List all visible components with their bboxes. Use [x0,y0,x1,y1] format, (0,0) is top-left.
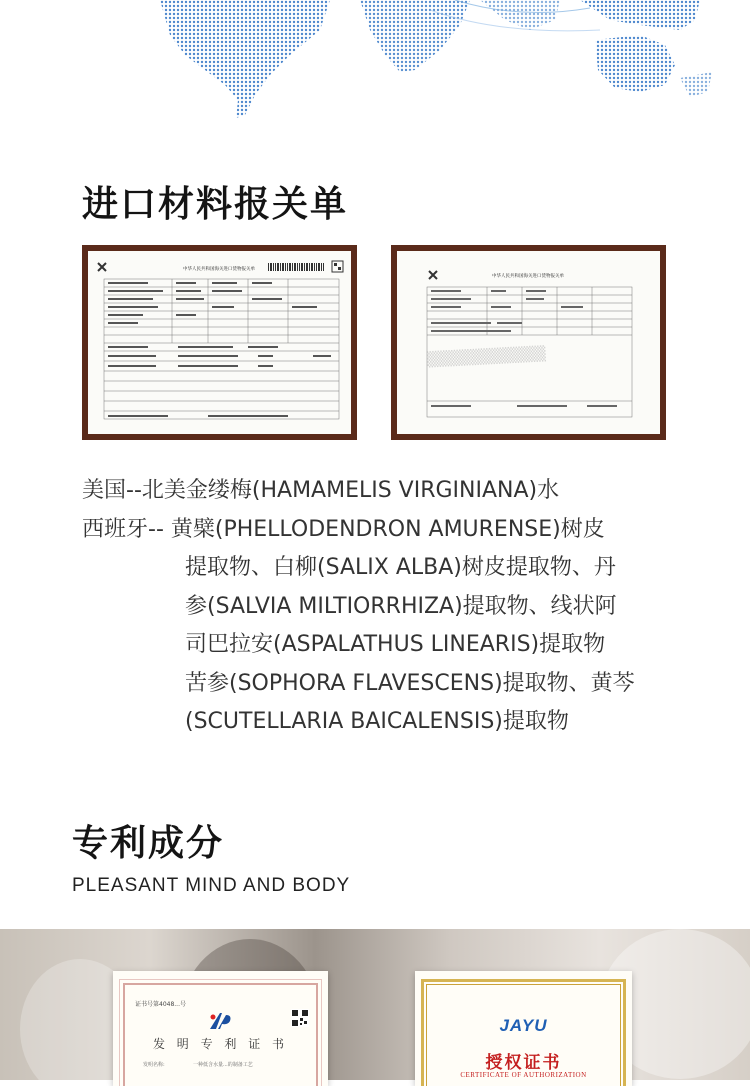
patent-section-subtitle: PLEASANT MIND AND BODY [72,875,351,896]
certificate-title: 授权证书 [485,1053,562,1073]
tools-icon [429,271,437,279]
ingredient-origins [82,472,682,742]
barcode [268,263,324,271]
world-map-banner [0,0,750,130]
origin-country: 美国-- [82,478,142,503]
certificate-field-value: 一种低含水量...的制备工艺 [193,1062,253,1068]
origin-line: 苦参(SOPHORA FLAVESCENS)提取物、黄芩 [185,670,635,696]
qr-code-icon [291,1009,309,1027]
origin-line: 提取物、白柳(SALIX ALBA)树皮提取物、丹 [185,555,616,580]
origin-line: 司巴拉安(ASPALATHUS LINEARIS)提取物 [185,632,606,657]
origin-row-spain [82,511,682,550]
doc-header: 中华人民共和国海关进口货物报关单 [492,274,564,279]
patent-certificate-image [113,971,328,1086]
customs-declaration-paper [397,251,660,434]
world-map-dots [0,0,750,130]
certificate-subtitle: CERTIFICATE OF AUTHORIZATION [460,1071,587,1079]
brand-logo: JAYU [499,1016,548,1035]
origin-ingredients: 北美金缕梅(HAMAMELIS VIRGINIANA)水 [141,478,560,503]
origin-line: (SCUTELLARIA BAICALENSIS)提取物 [185,709,569,734]
qr-code [332,261,343,272]
certificate-number: 证书号第4048...号 [135,1001,186,1008]
svg-text:▒▒▒▒▒▒▒▒▒▒▒: ▒▒▒▒▒▒▒▒▒▒▒ [426,346,547,369]
customs-section-title: 进口材料报关单 [82,184,349,225]
doc-header: 中华人民共和国海关进口货物报关单 [183,267,255,272]
certificate-field-label: 发明名称: [143,1062,165,1068]
origin-line: 参(SALVIA MILTIORRHIZA)提取物、线状阿 [185,593,617,619]
certificate-name: 发 明 专 利 证 书 [152,1037,289,1051]
patent-section-title: 专利成分 [72,823,225,864]
customs-declaration-image-2 [391,245,666,440]
watermark [427,344,546,368]
origin-ingredients: 黄檗(PHELLODENDRON AMURENSE)树皮 [163,516,605,542]
origin-row-usa [82,472,682,511]
form-text-lines [108,282,331,417]
authorization-certificate-image [415,971,632,1086]
tools-icon [98,263,106,271]
origin-country: 西班牙-- [82,516,164,542]
customs-declaration-image-1 [82,245,357,440]
patent-office-logo-icon [206,1009,236,1033]
customs-declaration-paper [88,251,351,434]
